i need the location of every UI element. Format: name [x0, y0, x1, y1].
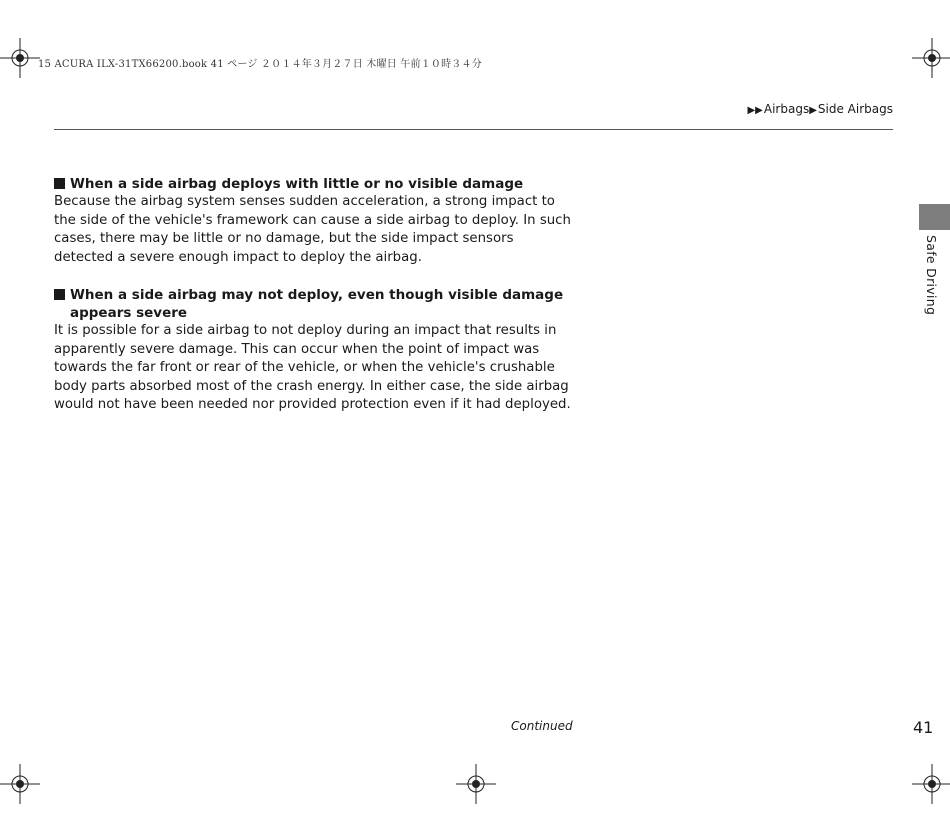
- page-number: 41: [913, 718, 934, 737]
- registration-mark-bottom-left-icon: [0, 764, 40, 804]
- section-body: Because the airbag system senses sudden acceleration, a strong impact to the side of the vehicle's framework can cause a side airbag to deploy. In such cases, there may be little or no damage, but the side impact sensors detected a severe enough impact to deploy the airbag.: [54, 194, 571, 265]
- chapter-tab-marker: [919, 204, 950, 230]
- print-header: 15 ACURA ILX-31TX66200.book 41 ページ ２０１４年３月２７日 木曜日 午前１０時３４分: [38, 59, 482, 70]
- registration-mark-bottom-right-icon: [912, 764, 950, 804]
- section-title-text: When a side airbag may not deploy, even though visible damage appears severe: [70, 287, 564, 321]
- chapter-tab-label: Safe Driving: [924, 235, 939, 316]
- registration-mark-top-right-icon: [912, 38, 950, 78]
- breadcrumb-item-side-airbags: Side Airbags: [817, 102, 893, 116]
- square-bullet-icon: [54, 289, 65, 300]
- registration-mark-top-left-icon: [0, 38, 40, 78]
- triangle-right-icon: ▶: [809, 105, 817, 116]
- registration-mark-bottom-center-icon: [456, 764, 496, 804]
- section-title-text: When a side airbag deploys with little or no visible damage: [70, 176, 524, 192]
- section-title: [54, 175, 574, 193]
- header-divider: [54, 129, 893, 130]
- triangle-right-icon: ▶▶: [747, 105, 763, 116]
- breadcrumb-item-airbags: Airbags: [763, 102, 810, 116]
- section-body: It is possible for a side airbag to not deploy during an impact that results in apparently severe damage. This can occur when the point of impact was towards the far front or rear of the vehicle, or when the vehicle's crushable body parts absorbed most of the crash energy. In either case, the side airbag would not have been needed nor provided protection even if it had deployed.: [54, 323, 571, 412]
- section-title: [54, 286, 574, 322]
- square-bullet-icon: [54, 178, 65, 189]
- breadcrumb: [747, 102, 893, 116]
- continued-label: Continued: [511, 719, 573, 733]
- section-may-not-deploy: [54, 286, 574, 415]
- section-deploys-little-damage: [54, 175, 574, 267]
